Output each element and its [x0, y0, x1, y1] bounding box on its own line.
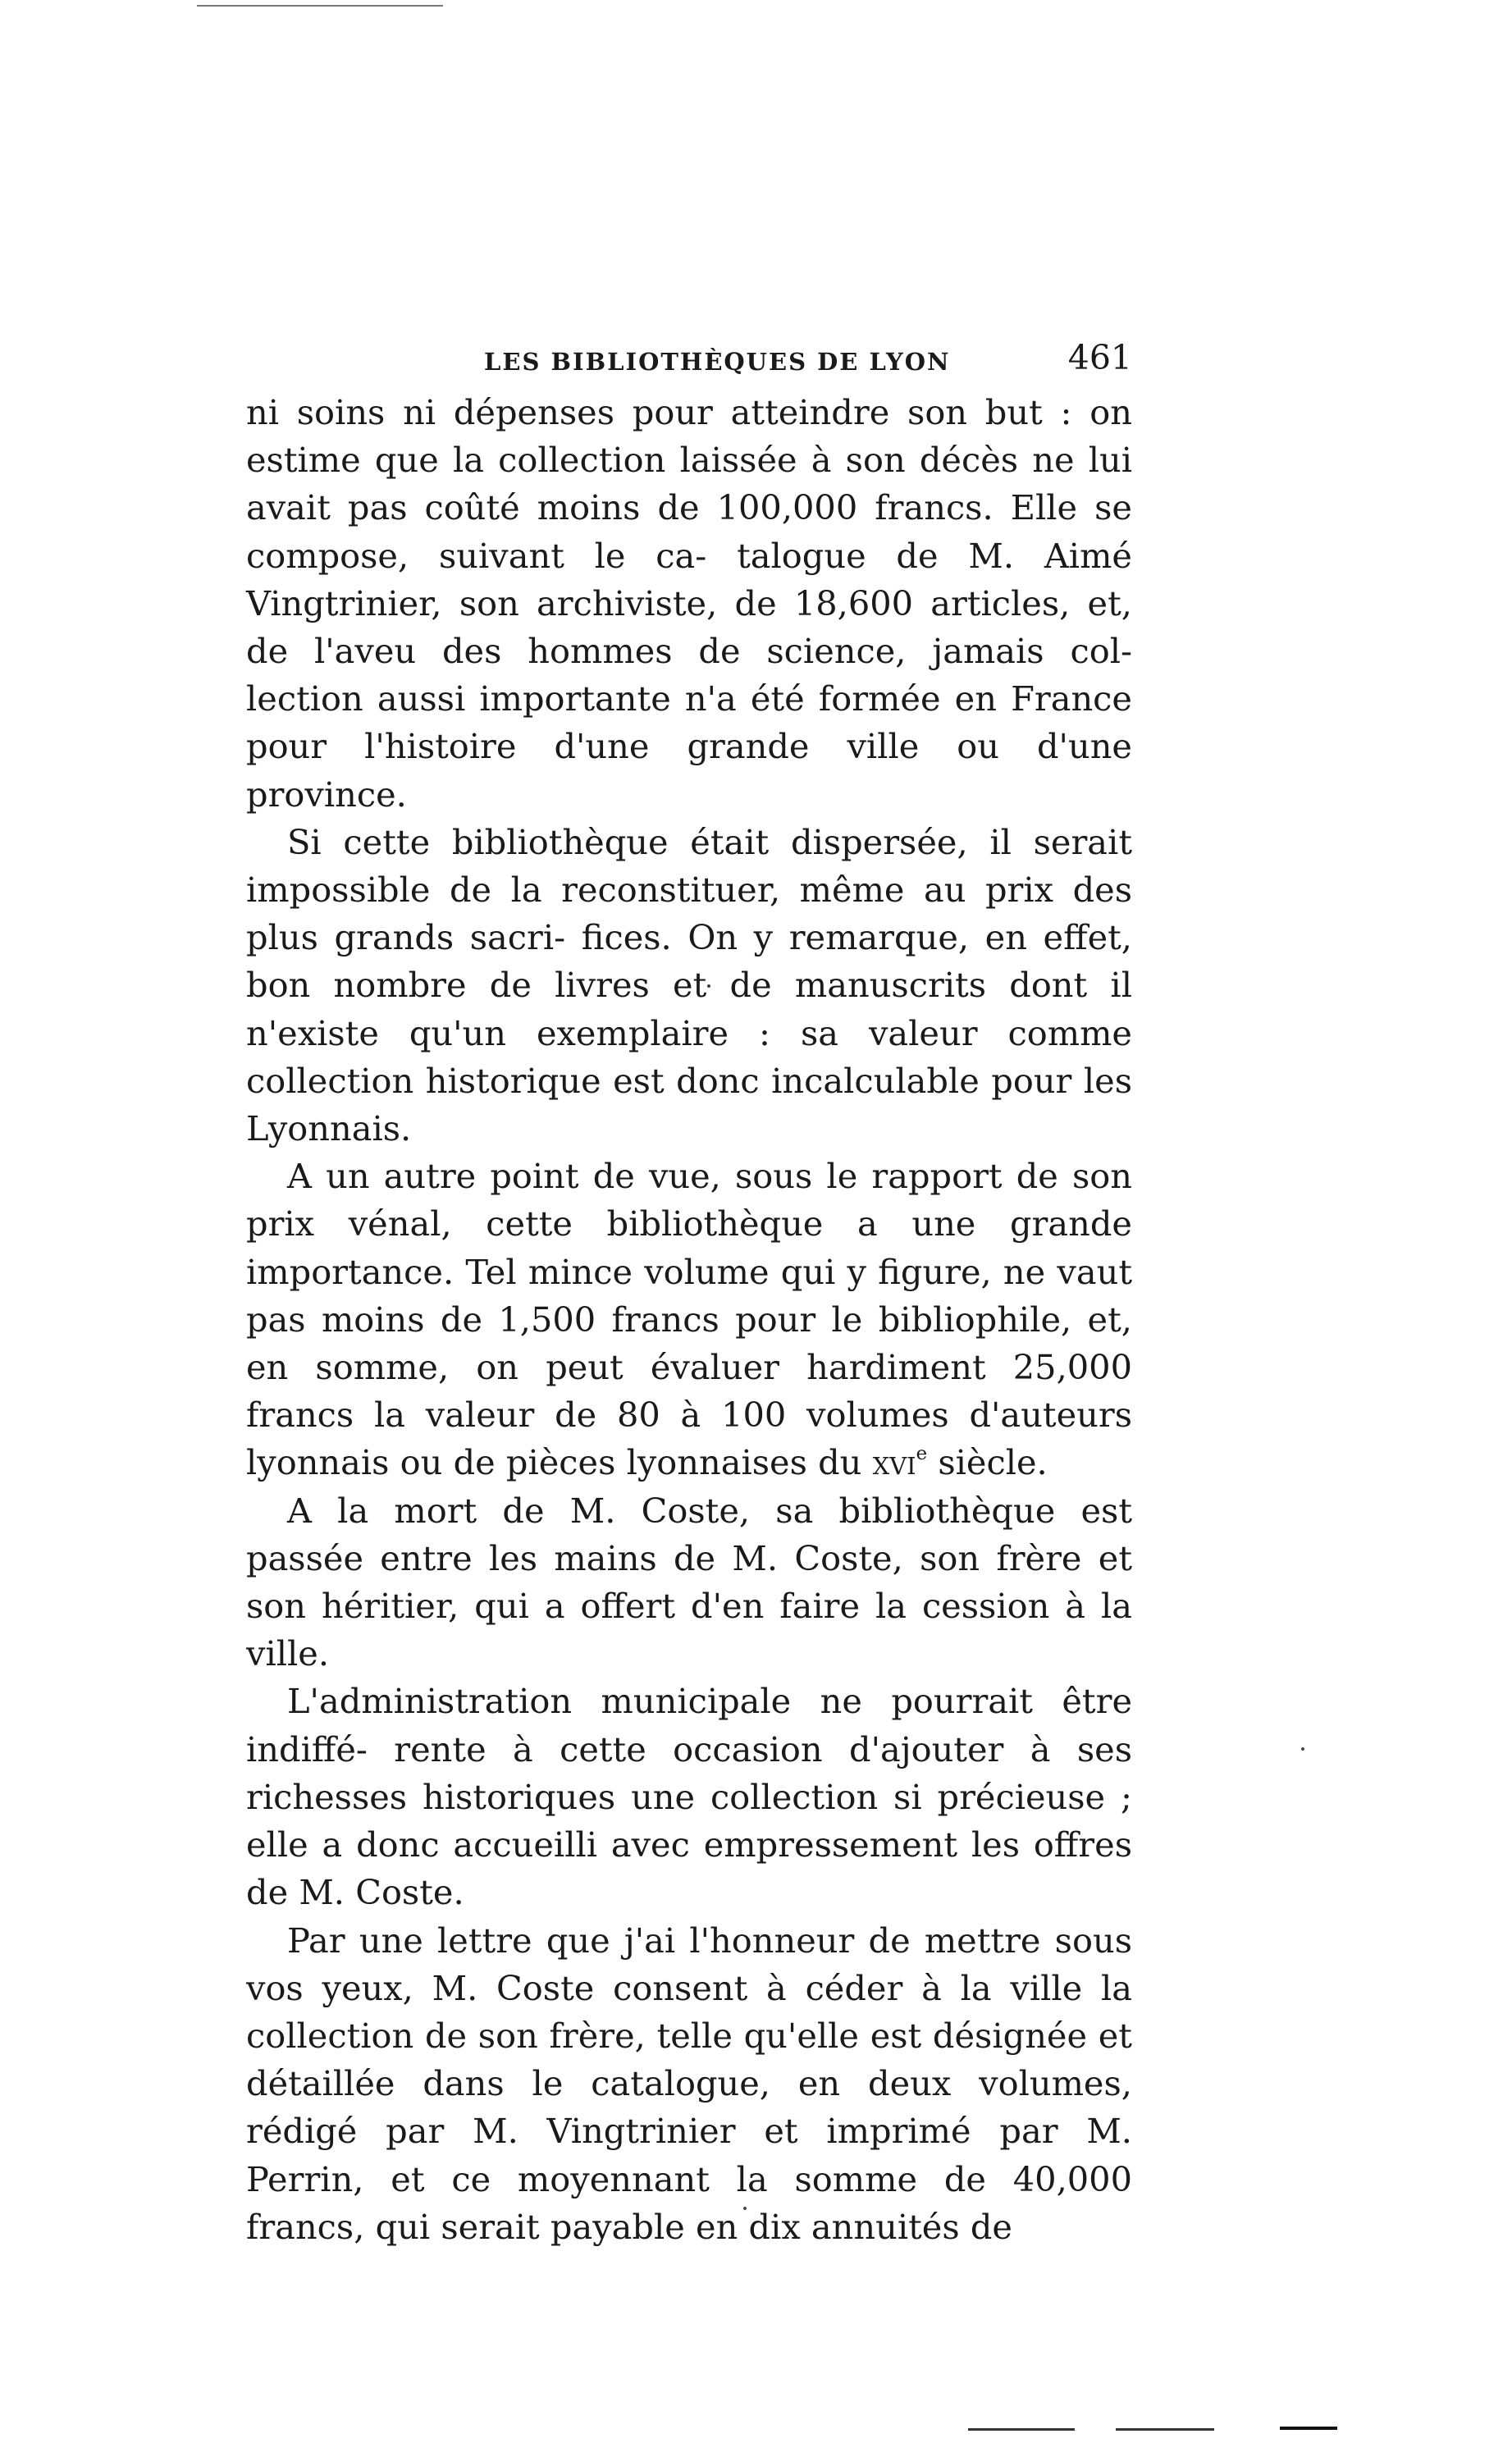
paragraph: [246, 1678, 1132, 1916]
text-line: et imprimé par M. Perrin, et ce moyennant la somme de: [246, 2111, 1133, 2199]
text-line: catalogue, en deux volumes, rédigé par M. Vingtrinier: [246, 2063, 1132, 2152]
text-line: valeur comme collection historique est donc incalculable: [246, 1012, 1132, 1101]
text-line: volumes d'auteurs lyonnais ou de pièces lyonnaises du: [246, 1395, 1132, 1483]
text-line: mince volume qui y figure, ne vaut pas moins de 1,500: [246, 1251, 1132, 1340]
scan-speck: [1301, 1747, 1304, 1751]
text-line: une collection si précieuse ; elle a donc accueilli avec: [246, 1776, 1132, 1865]
text-line: évaluer hardiment 25,000 francs la valeur de 80 à 100: [246, 1347, 1132, 1436]
scan-edge-mark-top: [197, 5, 443, 7]
paragraph: [246, 819, 1132, 1153]
text-line: Si cette bibliothèque était dispersée, il serait impossible: [246, 821, 1132, 911]
text-line: articles, et, de l'aveu des hommes de science, jamais col-: [246, 582, 1132, 672]
text-line: lection aussi importante n'a été formée en France pour: [246, 678, 1132, 767]
text-line: A la mort de M. Coste, sa bibliothèque est passée entre: [246, 1490, 1132, 1578]
century-numeral: xvi: [872, 1442, 916, 1483]
text-line: de manuscrits dont il n'existe qu'un exemplaire : sa: [246, 965, 1132, 1053]
text-line: francs pour le bibliophile, et, en somme, on peut: [246, 1299, 1132, 1388]
century-line: [873, 1442, 1048, 1482]
scan-edge-mark-bottom-2: [1116, 2428, 1214, 2431]
running-title: LES BIBLIOTHÈQUES DE LYON: [484, 348, 951, 376]
body-text: [246, 389, 1132, 2251]
text-line: rente à cette occasion d'ajouter à ses richesses historiques: [246, 1728, 1132, 1817]
text-line: Par une lettre que j'ai l'honneur de mettre sous vos: [246, 1920, 1132, 2008]
text-line: de son frère, telle qu'elle est désignée et détaillée dans le: [246, 2015, 1132, 2104]
text-line: les mains de M. Coste, son frère et son héritier, qui a: [246, 1537, 1132, 1627]
running-head: [246, 338, 1132, 387]
text-line: yeux, M. Coste consent à céder à la ville la collection: [246, 1967, 1132, 2056]
text-line: 40,000 francs, qui serait payable en dix annuités de: [246, 2158, 1132, 2247]
text-line: talogue de M. Aimé Vingtrinier, son archiviste, de 18,600: [246, 535, 1132, 623]
text-line: de la reconstituer, même au prix des plus grands sacri-: [246, 870, 1132, 958]
text-line: moins de 100,000 francs. Elle se compose, suivant le ca-: [246, 487, 1132, 576]
century-tail: siècle.: [927, 1442, 1048, 1483]
paragraph: [246, 389, 1132, 819]
paragraph: [246, 1917, 1132, 2251]
paragraph: [246, 1153, 1132, 1486]
scan-edge-mark-bottom-3: [1280, 2427, 1337, 2430]
text-line: L'administration municipale ne pourrait être indiffé-: [246, 1681, 1132, 1769]
text-line: vénal, cette bibliothèque a une grande importance. Tel: [246, 1203, 1132, 1292]
text-line: pour les Lyonnais.: [246, 1060, 1132, 1149]
text-line: empressement les offres de M. Coste.: [246, 1824, 1132, 1913]
text-line: A un autre point de vue, sous le rapport de son prix: [246, 1156, 1132, 1244]
text-line: l'histoire d'une grande ville ou d'une province.: [246, 726, 1132, 815]
text-line: fices. On y remarque, en effet, bon nombre de livres et: [246, 917, 1132, 1006]
text-line: la collection laissée à son décès ne lui avait pas coûté: [246, 440, 1132, 528]
text-line: ni soins ni dépenses pour atteindre son but : on estime que: [246, 392, 1132, 481]
scan-edge-mark-bottom-1: [968, 2428, 1075, 2431]
text-line: offert d'en faire la cession à la ville.: [246, 1586, 1132, 1674]
century-superscript: e: [916, 1443, 928, 1465]
paragraph: [246, 1487, 1132, 1678]
page-number: 461: [1067, 338, 1132, 377]
